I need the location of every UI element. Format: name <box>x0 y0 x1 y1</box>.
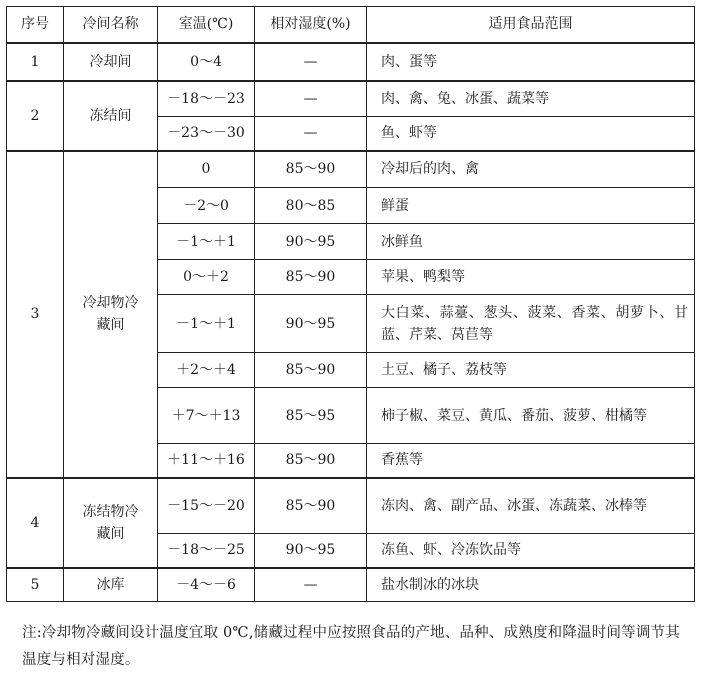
temperature-cell: －18～－23 <box>158 81 255 117</box>
room-name: 冻结间 <box>64 81 158 151</box>
food-range-cell: 鲜蛋 <box>367 188 695 224</box>
table-footnote: 注:冷却物冷藏间设计温度宜取 0℃,储藏过程中应按照食品的产地、品种、成熟度和降温时间等调节其温度与相对湿度。 <box>22 625 680 668</box>
temperature-cell: 0～＋2 <box>158 260 255 295</box>
temperature-cell: 0～4 <box>158 43 255 81</box>
food-range-cell: 柿子椒、菜豆、黄瓜、番茄、菠萝、柑橘等 <box>367 388 695 444</box>
table-row <box>7 568 695 602</box>
humidity-cell: — <box>255 568 367 602</box>
temperature-cell: －1～＋1 <box>158 295 255 353</box>
table-row <box>7 43 695 81</box>
header-no: 序号 <box>7 7 64 43</box>
header-food-range: 适用食品范围 <box>367 7 695 43</box>
humidity-cell: 85～90 <box>255 151 367 188</box>
food-range-cell: 肉、禽、兔、冰蛋、蔬菜等 <box>367 81 695 117</box>
humidity-cell: — <box>255 117 367 151</box>
food-range-cell: 盐水制冰的冰块 <box>367 568 695 602</box>
food-range-cell: 土豆、橘子、荔枝等 <box>367 353 695 388</box>
temperature-cell: 0 <box>158 151 255 188</box>
temperature-cell: －2～0 <box>158 188 255 224</box>
food-range-cell: 冻鱼、虾、冷冻饮品等 <box>367 534 695 568</box>
temperature-cell: －15～－20 <box>158 478 255 534</box>
humidity-cell: 90～95 <box>255 534 367 568</box>
food-range-cell: 香蕉等 <box>367 444 695 478</box>
humidity-cell: 85～90 <box>255 444 367 478</box>
room-name: 冻结物冷藏间 <box>64 478 158 568</box>
temperature-cell: －1～＋1 <box>158 224 255 260</box>
room-name: 冰库 <box>64 568 158 602</box>
header-temperature: 室温(℃) <box>158 7 255 43</box>
row-number: 5 <box>7 568 64 602</box>
header-row <box>7 7 695 43</box>
row-number: 2 <box>7 81 64 151</box>
food-range-cell: 冻肉、禽、副产品、冰蛋、冻蔬菜、冰棒等 <box>367 478 695 534</box>
table-row <box>7 81 695 117</box>
table-row <box>7 151 695 188</box>
food-range-cell: 大白菜、蒜薹、葱头、菠菜、香菜、胡萝卜、甘蓝、芹菜、莴苣等 <box>367 295 695 353</box>
room-name: 冷却间 <box>64 43 158 81</box>
humidity-cell: 85～95 <box>255 388 367 444</box>
food-range-cell: 苹果、鸭梨等 <box>367 260 695 295</box>
temperature-cell: －23～－30 <box>158 117 255 151</box>
food-range-cell: 鱼、虾等 <box>367 117 695 151</box>
temperature-cell: －4～－6 <box>158 568 255 602</box>
humidity-cell: — <box>255 43 367 81</box>
row-number: 3 <box>7 151 64 478</box>
food-range-cell: 冰鲜鱼 <box>367 224 695 260</box>
temperature-cell: －18～－25 <box>158 534 255 568</box>
food-range-cell: 肉、蛋等 <box>367 43 695 81</box>
temperature-cell: ＋11～＋16 <box>158 444 255 478</box>
humidity-cell: — <box>255 81 367 117</box>
food-range-cell: 冷却后的肉、禽 <box>367 151 695 188</box>
temperature-cell: ＋2～＋4 <box>158 353 255 388</box>
humidity-cell: 85～90 <box>255 478 367 534</box>
row-number: 1 <box>7 43 64 81</box>
humidity-cell: 85～90 <box>255 260 367 295</box>
row-number: 4 <box>7 478 64 568</box>
header-room-name: 冷间名称 <box>64 7 158 43</box>
cold-room-spec-table <box>6 6 695 602</box>
humidity-cell: 90～95 <box>255 295 367 353</box>
temperature-cell: ＋7～＋13 <box>158 388 255 444</box>
humidity-cell: 80～85 <box>255 188 367 224</box>
header-humidity: 相对湿度(%) <box>255 7 367 43</box>
humidity-cell: 90～95 <box>255 224 367 260</box>
humidity-cell: 85～90 <box>255 353 367 388</box>
table-row <box>7 478 695 534</box>
room-name: 冷却物冷藏间 <box>64 151 158 478</box>
